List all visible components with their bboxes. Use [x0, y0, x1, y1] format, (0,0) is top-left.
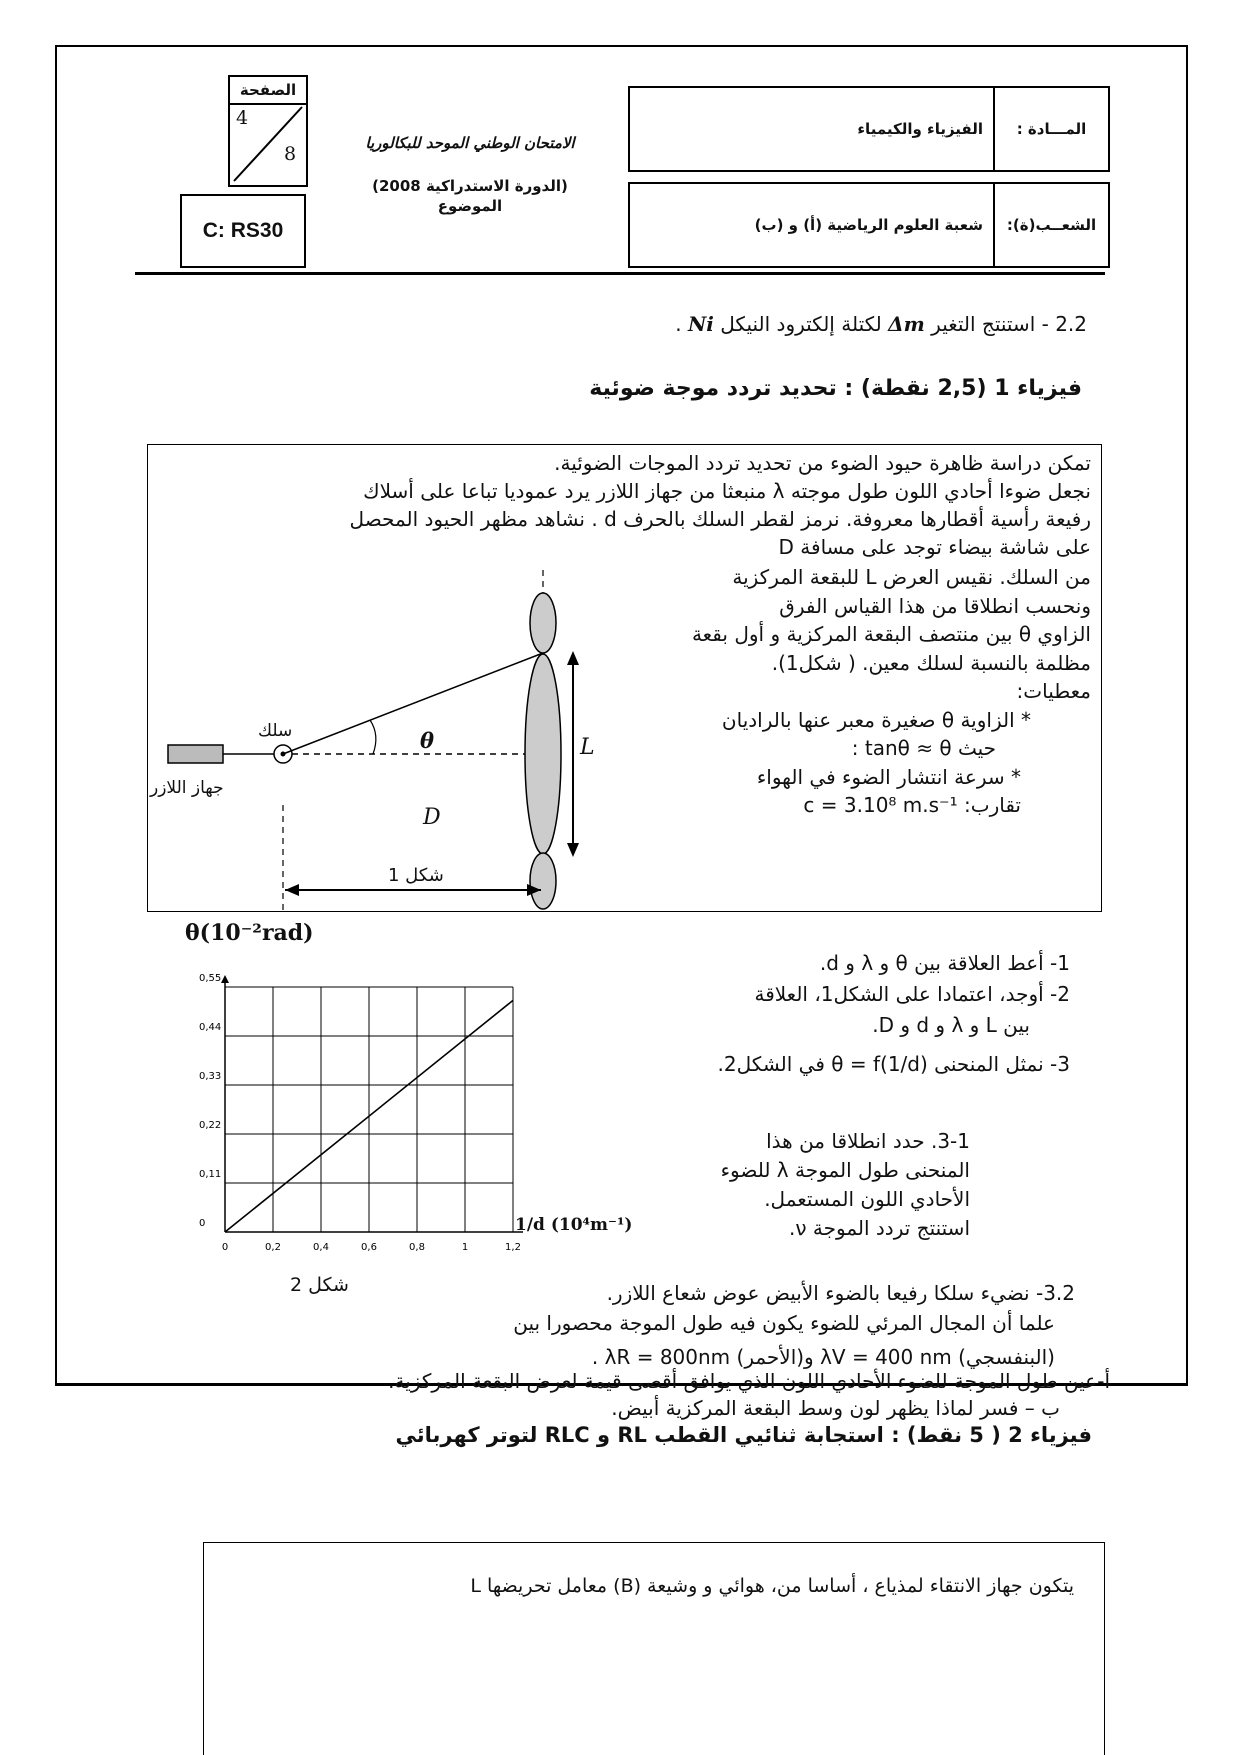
side-line: حيث tanθ ≈ θ : — [851, 736, 996, 760]
page-frame-left — [55, 45, 57, 1385]
question-2: 2- أوجد، اعتمادا على الشكل1، العلاقة — [754, 982, 1070, 1006]
y-tick-label: 0,22 — [199, 1120, 222, 1131]
chem-question-end: . — [675, 312, 682, 336]
question-a-b-block — [90, 1368, 1110, 1422]
subject-key: المـــادة : — [993, 88, 1108, 170]
chem-question-text2: لكتلة إلكترود النيكل — [720, 312, 882, 336]
question-3-1-cont: استنتج تردد الموجة ν. — [789, 1216, 970, 1240]
question-3-2-cont: علما أن المجال المرئي للضوء يكون فيه طول الموجة محصورا بين — [513, 1311, 1055, 1335]
question-3: 3- نمثل المنحنى θ = f(1/d) في الشكل2. — [717, 1052, 1070, 1076]
side-line: * الزاوية θ صغيرة معبر عنها بالراديان — [721, 707, 1031, 732]
question-2-cont: بين L و λ و d و D. — [872, 1013, 1030, 1037]
physics2-intro: يتكون جهاز الانتقاء لمذياع ، أساسا من، هوائي و وشيعة (B) معامل تحريضها L — [470, 1575, 1074, 1597]
side-line: مظلمة بالنسبة لسلك معين. ( شكل1). — [771, 650, 1091, 675]
branch-key: الشعــب(ة): — [993, 184, 1108, 266]
intro-line: نجعل ضوءا أحادي اللون طول موجته λ منبعثا من جهاز اللازر يرد عموديا تباعا على أسلاك — [363, 479, 1091, 503]
x-tick-label: 0,8 — [409, 1242, 425, 1253]
y-tick-label: 0,11 — [199, 1169, 222, 1180]
questions-block — [510, 948, 1070, 1080]
figure-2-caption: شكل 2 — [290, 1274, 349, 1296]
D-label: D — [423, 805, 441, 830]
figure-1-diffraction-setup — [148, 565, 588, 910]
session-label: (الدورة الاستدراكية 2008) — [372, 177, 568, 195]
x-tick-label: 1 — [461, 1242, 469, 1253]
page-frame-right — [1186, 45, 1188, 1385]
side-line: ونحسب انطلاقا من هذا القياس الفرق — [779, 593, 1091, 618]
chem-question-2-2 — [187, 311, 1087, 338]
figure-1-caption: شكل 1 — [388, 865, 444, 886]
question-3-1-block — [520, 1127, 970, 1243]
x-tick-label: 1,2 — [505, 1242, 521, 1253]
side-line: معطيات: — [1016, 679, 1091, 703]
question-3-2: 3.2- نضيء سلكا رفيعا بالضوء الأبيض عوض شعاع اللازر. — [606, 1281, 1075, 1305]
figure-2-chart — [180, 960, 560, 1280]
intro-line: تمكن دراسة ظاهرة حيود الضوء من تحديد تردد الموجات الضوئية. — [554, 451, 1091, 475]
laser-label: جهاز اللازر — [150, 778, 224, 798]
y-axis-arrow — [221, 975, 229, 983]
chart-xlabel: 1/d (10⁴m⁻¹) — [515, 1215, 633, 1235]
physics1-statement-box — [147, 444, 1102, 912]
question-3-2-block — [235, 1278, 1075, 1372]
wire-label: سلك — [258, 721, 293, 741]
intro-line: على شاشة بيضاء توجد على مسافة D — [778, 535, 1091, 559]
page-frame-top — [55, 45, 1188, 47]
page-total: 8 — [284, 143, 297, 165]
page-current: 4 — [236, 107, 249, 129]
chem-question-text: استنتج التغير — [931, 312, 1036, 336]
header-rule — [135, 272, 1105, 275]
page-number-box — [228, 75, 308, 187]
central-spot — [525, 654, 561, 854]
exam-session — [320, 176, 620, 216]
exam-title: الامتحان الوطني الموحد للبكالوريا — [365, 134, 575, 152]
laser-device — [168, 745, 223, 763]
x-tick-label: 0,6 — [361, 1242, 377, 1253]
x-tick-label: 0,4 — [313, 1242, 329, 1253]
y-tick-label: 0,44 — [199, 1022, 222, 1033]
question-1: 1- أعط العلاقة بين θ و λ و d. — [819, 951, 1070, 975]
y-tick-label: 0,33 — [199, 1071, 222, 1082]
theta-label: θ — [420, 728, 435, 753]
side-line: تقارب: c = 3.10⁸ m.s⁻¹ — [803, 793, 1021, 817]
x-tick-label: 0 — [221, 1242, 229, 1253]
physics2-title: فيزياء 2 ( 5 نقط) : استجابة ثنائيي القطب RL و RLC لتوتر كهربائي — [395, 1423, 1092, 1447]
question-b: ب – فسر لماذا يظهر لون وسط البقعة المركزية أبيض. — [611, 1396, 1060, 1420]
question-a: أ-عين طول الموجة للضوء الأحادي اللون الذي يوافق أقصى قيمة لعرض البقعة المركزية. — [388, 1369, 1110, 1393]
secondary-fringe — [530, 593, 556, 653]
subject-kind: الموضوع — [437, 197, 503, 215]
question-3-1-cont: المنحنى طول الموجة λ للضوء — [720, 1158, 970, 1182]
subject-value: الفيزياء والكيمياء — [857, 120, 983, 138]
question-3-2-range: (البنفسجي) λV = 400 nm و(الأحمر) λR = 800nm . — [591, 1345, 1055, 1369]
side-line: الزاوي θ بين منتصف البقعة المركزية و أول بقعة — [691, 622, 1091, 646]
symbol-delta-m: Δm — [888, 312, 925, 336]
side-line: * سرعة انتشار الضوء في الهواء — [756, 764, 1021, 789]
branch-value: شعبة العلوم الرياضية (أ) و (ب) — [754, 216, 983, 234]
symbol-ni: Ni — [688, 312, 714, 336]
chart-ylabel: θ(10⁻²rad) — [185, 920, 314, 946]
secondary-fringe — [530, 853, 556, 909]
physics2-box — [203, 1542, 1105, 1755]
subject-box — [628, 86, 1110, 172]
L-label: L — [580, 735, 595, 760]
page-label: الصفحة — [230, 77, 306, 105]
y-tick-label: 0,55 — [199, 973, 222, 984]
question-3-1-cont: الأحادي اللون المستعمل. — [764, 1187, 970, 1211]
intro-paragraph — [161, 449, 1091, 561]
intro-line: رفيعة رأسية أقطارها معروفة. نرمز لقطر السلك بالحرف d . نشاهد مظهر الحيود المحصل — [349, 507, 1091, 531]
physics1-title: فيزياء 1 (2,5 نقطة) : تحديد تردد موجة ضوئية — [589, 376, 1082, 401]
side-line: من السلك. نقيس العرض L للبقعة المركزية — [732, 565, 1091, 589]
data-paragraph — [591, 563, 1091, 820]
x-tick-label: 0,2 — [265, 1242, 281, 1253]
chem-question-number: 2.2 - — [1041, 312, 1087, 336]
question-3-1: 3-1. حدد انطلاقا من هذا — [766, 1129, 970, 1153]
exam-code: C: RS30 — [180, 194, 306, 268]
y-tick-label: 0 — [199, 1218, 206, 1229]
branch-box — [628, 182, 1110, 268]
